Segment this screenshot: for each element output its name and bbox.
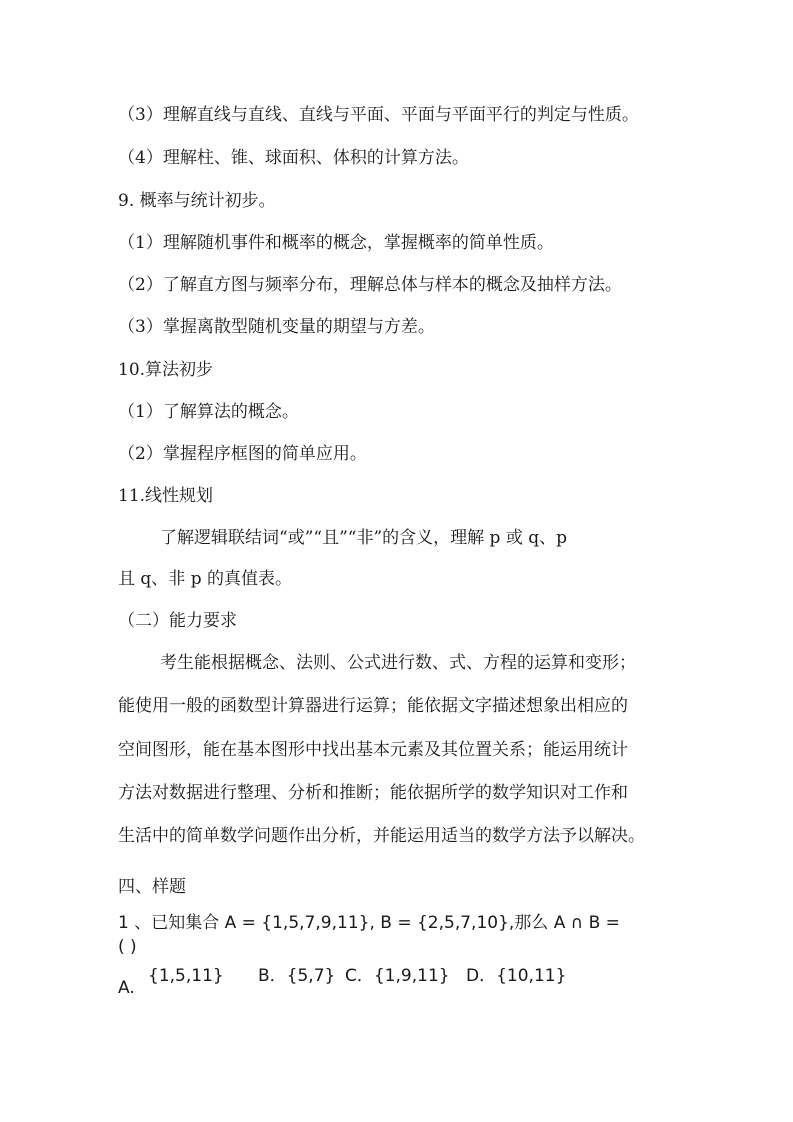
- text-line: （3）理解直线与直线、直线与平面、平面与平面平行的判定与性质。: [118, 105, 639, 125]
- section-heading: （二）能力要求: [118, 611, 237, 631]
- paragraph-line: 考生能根据概念、法则、公式进行数、式、方程的运算和变形；: [160, 653, 636, 673]
- option-a-value: {1,5,11}: [148, 966, 224, 986]
- text-line: （3）掌握离散型随机变量的期望与方差。: [118, 317, 435, 337]
- answer-blank: ( ): [118, 937, 137, 957]
- text-line: （1）了解算法的概念。: [118, 402, 299, 422]
- text-line: （2）了解直方图与频率分布，理解总体与样本的概念及抽样方法。: [118, 275, 622, 295]
- text-line: （2）掌握程序框图的简单应用。: [118, 444, 367, 464]
- option-c: C．{1,9,11}: [345, 966, 450, 986]
- option-a-label: A.: [118, 978, 135, 998]
- paragraph-line: 且 q、非 p 的真值表。: [118, 569, 292, 589]
- text-line: （1）理解随机事件和概率的概念，掌握概率的简单性质。: [118, 233, 554, 253]
- paragraph-line: 方法对数据进行整理、分析和推断；能依据所学的数学知识对工作和: [118, 783, 628, 803]
- paragraph-line: 生活中的简单数学问题作出分析，并能运用适当的数学方法予以解决。: [118, 826, 645, 846]
- section-heading: 11.线性规划: [118, 486, 214, 506]
- option-d: D．{10,11}: [466, 966, 567, 986]
- paragraph-line: 空间图形，能在基本图形中找出基本元素及其位置关系；能运用统计: [118, 740, 628, 760]
- question-stem: 1 、已知集合 A = {1,5,7,9,11}, B = {2,5,7,10},那么 A ∩ B =: [118, 913, 620, 933]
- section-heading: 四、样题: [118, 877, 186, 897]
- option-b: B．{5,7}: [258, 966, 336, 986]
- section-heading: 9. 概率与统计初步。: [118, 191, 276, 211]
- section-heading: 10.算法初步: [118, 360, 214, 380]
- paragraph-line: 能使用一般的函数型计算器进行运算；能依据文字描述想象出相应的: [118, 696, 628, 716]
- paragraph-line: 了解逻辑联结词“或”“且”“非”的含义，理解 p 或 q、p: [160, 528, 568, 548]
- text-line: （4）理解柱、锥、球面积、体积的计算方法。: [118, 148, 469, 168]
